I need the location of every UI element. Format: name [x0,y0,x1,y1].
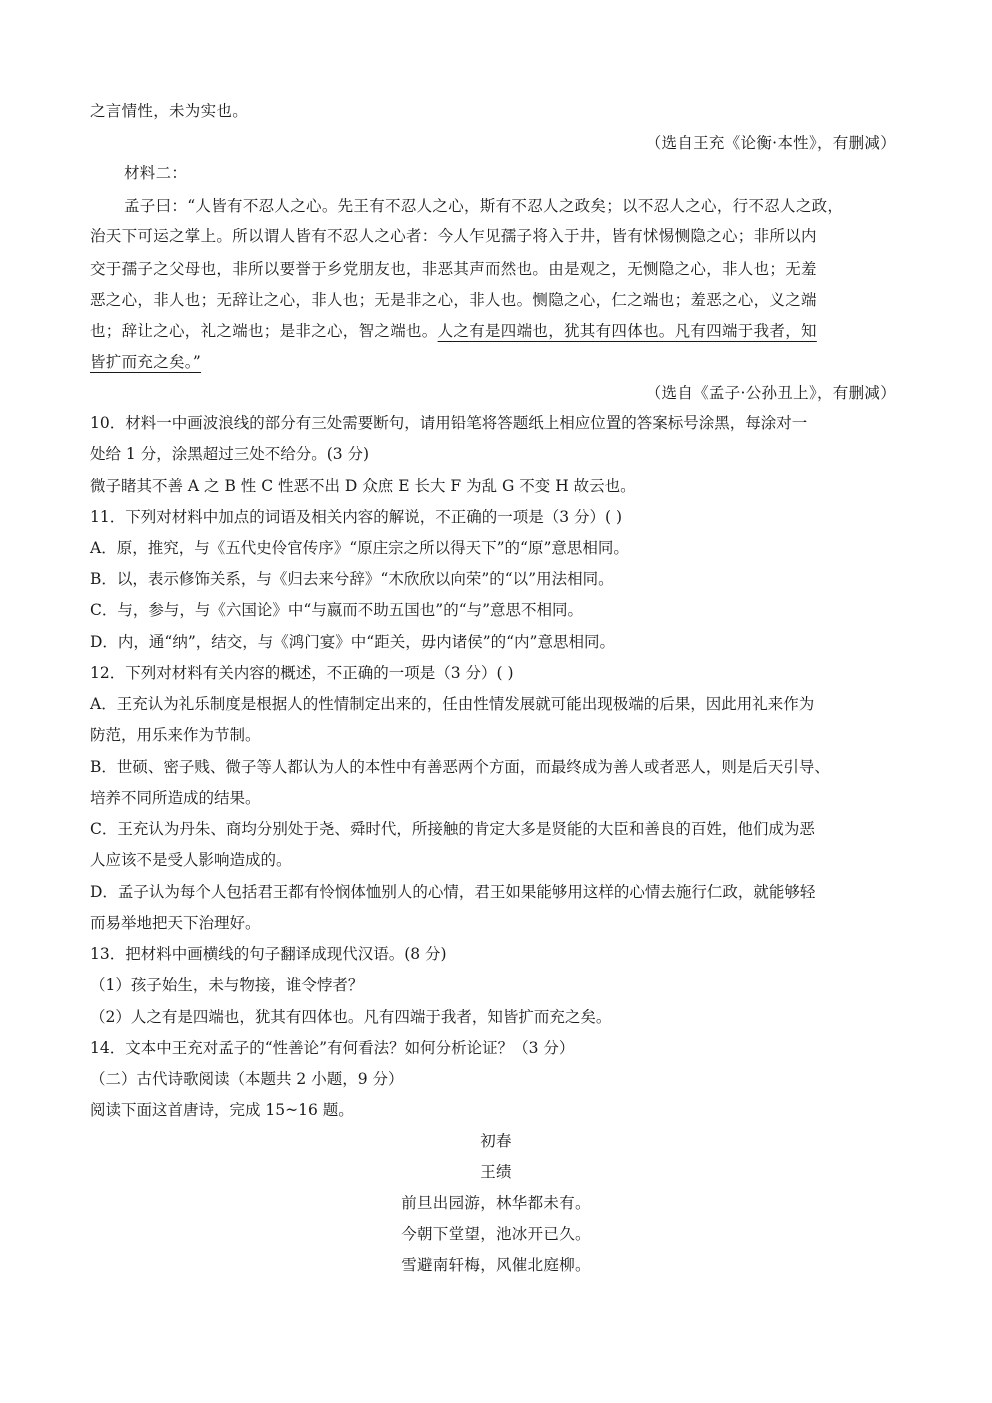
poem-line: 雪避南轩梅，风催北庭柳。 [401,1256,591,1274]
material2-line: 恶之心，非人也；无辞让之心，非人也；无是非之心，非人也。恻隐之心，仁之端也；羞恶之心，义之端 [90,291,817,309]
question-13-part-1: （1）孩子始生，未与物接，谁令悖者？ [90,976,364,994]
question-11-option-d: D．内，通“纳”，结交，与《鸿门宴》中“距关，毋内诸侯”的“内”意思相同。 [90,633,615,651]
poem-line: 今朝下堂望，池冰开已久。 [401,1225,591,1243]
question-11: 11．下列对材料中加点的词语及相关内容的解说，不正确的一项是（3 分）( ) [90,508,623,526]
question-11-option-b: B．以，表示修饰关系，与《归去来兮辞》“木欣欣以向荣”的“以”用法相同。 [90,570,614,588]
question-13-part-2: （2）人之有是四端也，犹其有四体也。凡有四端于我者，知皆扩而充之矣。 [90,1008,612,1026]
question-11-option-c: C．与，参与，与《六国论》中“与嬴而不助五国也”的“与”意思不相同。 [90,601,584,619]
poem-author: 王绩 [480,1163,512,1181]
question-10: 10．材料一中画波浪线的部分有三处需要断句，请用铅笔将答题纸上相应位置的答案标号涂黑，每涂对一 [90,414,808,432]
material1-tail: 之言情性，未为实也。 [90,102,249,120]
underlined-sentence-end: 皆扩而充之矣。” [90,353,202,371]
question-12-option-a: A．王充认为礼乐制度是根据人的性情制定出来的，任由性情发展就可能出现极端的后果，因此用礼来作为 [90,695,815,713]
question-10-text: 微子睹其不善 A 之 B 性 C 性恶不出 D 众庶 E 长大 F 为乱 G 不变 H 故云也。 [90,477,636,495]
question-12-option-b-cont: 培养不同所造成的结果。 [90,789,261,807]
question-14: 14．文本中王充对孟子的“性善论”有何看法？如何分析论证？（3 分） [90,1039,575,1057]
section-heading: （二）古代诗歌阅读（本题共 2 小题，9 分） [90,1070,404,1088]
poem-line: 前旦出园游，林华都未有。 [401,1194,591,1212]
poem-title: 初春 [480,1132,512,1150]
material2-line: 治天下可运之掌上。所以谓人皆有不忍人之心者：今人乍见孺子将入于井，皆有怵惕恻隐之心；非所以内 [90,227,817,245]
question-12-option-c: C．王充认为丹朱、商均分别处于尧、舜时代，所接触的肯定大多是贤能的大臣和善良的百姓，他们成为恶 [90,820,815,838]
question-12-option-a-cont: 防范，用乐来作为节制。 [90,726,261,744]
question-12-option-b: B．世硕、密子贱、微子等人都认为人的本性中有善恶两个方面，而最终成为善人或者恶人，则是后天引导、 [90,758,830,776]
material2-line5-plain: 也；辞让之心，礼之端也；是非之心，智之端也。 [90,322,438,340]
question-12: 12．下列对材料有关内容的概述，不正确的一项是（3 分）( ) [90,664,514,682]
question-12-option-d: D．孟子认为每个人包括君王都有怜悯体恤别人的心情，君王如果能够用这样的心情去施行仁政，就能够轻 [90,883,816,901]
source-citation-1: （选自王充《论衡·本性》，有删减） [645,134,896,152]
source-citation-2: （选自《孟子·公孙丑上》，有删减） [645,384,896,402]
section-instruction: 阅读下面这首唐诗，完成 15~16 题。 [90,1101,354,1119]
material2-line [90,319,817,341]
question-12-option-d-cont: 而易举地把天下治理好。 [90,914,261,932]
question-10-cont: 处给 1 分，涂黑超过三处不给分。(3 分) [90,445,370,463]
question-13: 13．把材料中画横线的句子翻译成现代汉语。(8 分) [90,945,447,963]
material2-heading: 材料二： [124,164,188,182]
underlined-sentence: 人之有是四端也，犹其有四体也。凡有四端于我者，知 [437,322,817,340]
question-12-option-c-cont: 人应该不是受人影响造成的。 [90,851,292,869]
material2-line: 孟子曰：“人皆有不忍人之心。先王有不忍人之心，斯有不忍人之政矣；以不忍人之心，行不忍人之政， [124,197,844,215]
material2-line: 交于孺子之父母也，非所以要誉于乡党朋友也，非恶其声而然也。由是观之，无恻隐之心，非人也；无羞 [90,260,817,278]
question-11-option-a: A．原，推究，与《五代史伶官传序》“原庄宗之所以得天下”的“原”意思相同。 [90,539,629,557]
